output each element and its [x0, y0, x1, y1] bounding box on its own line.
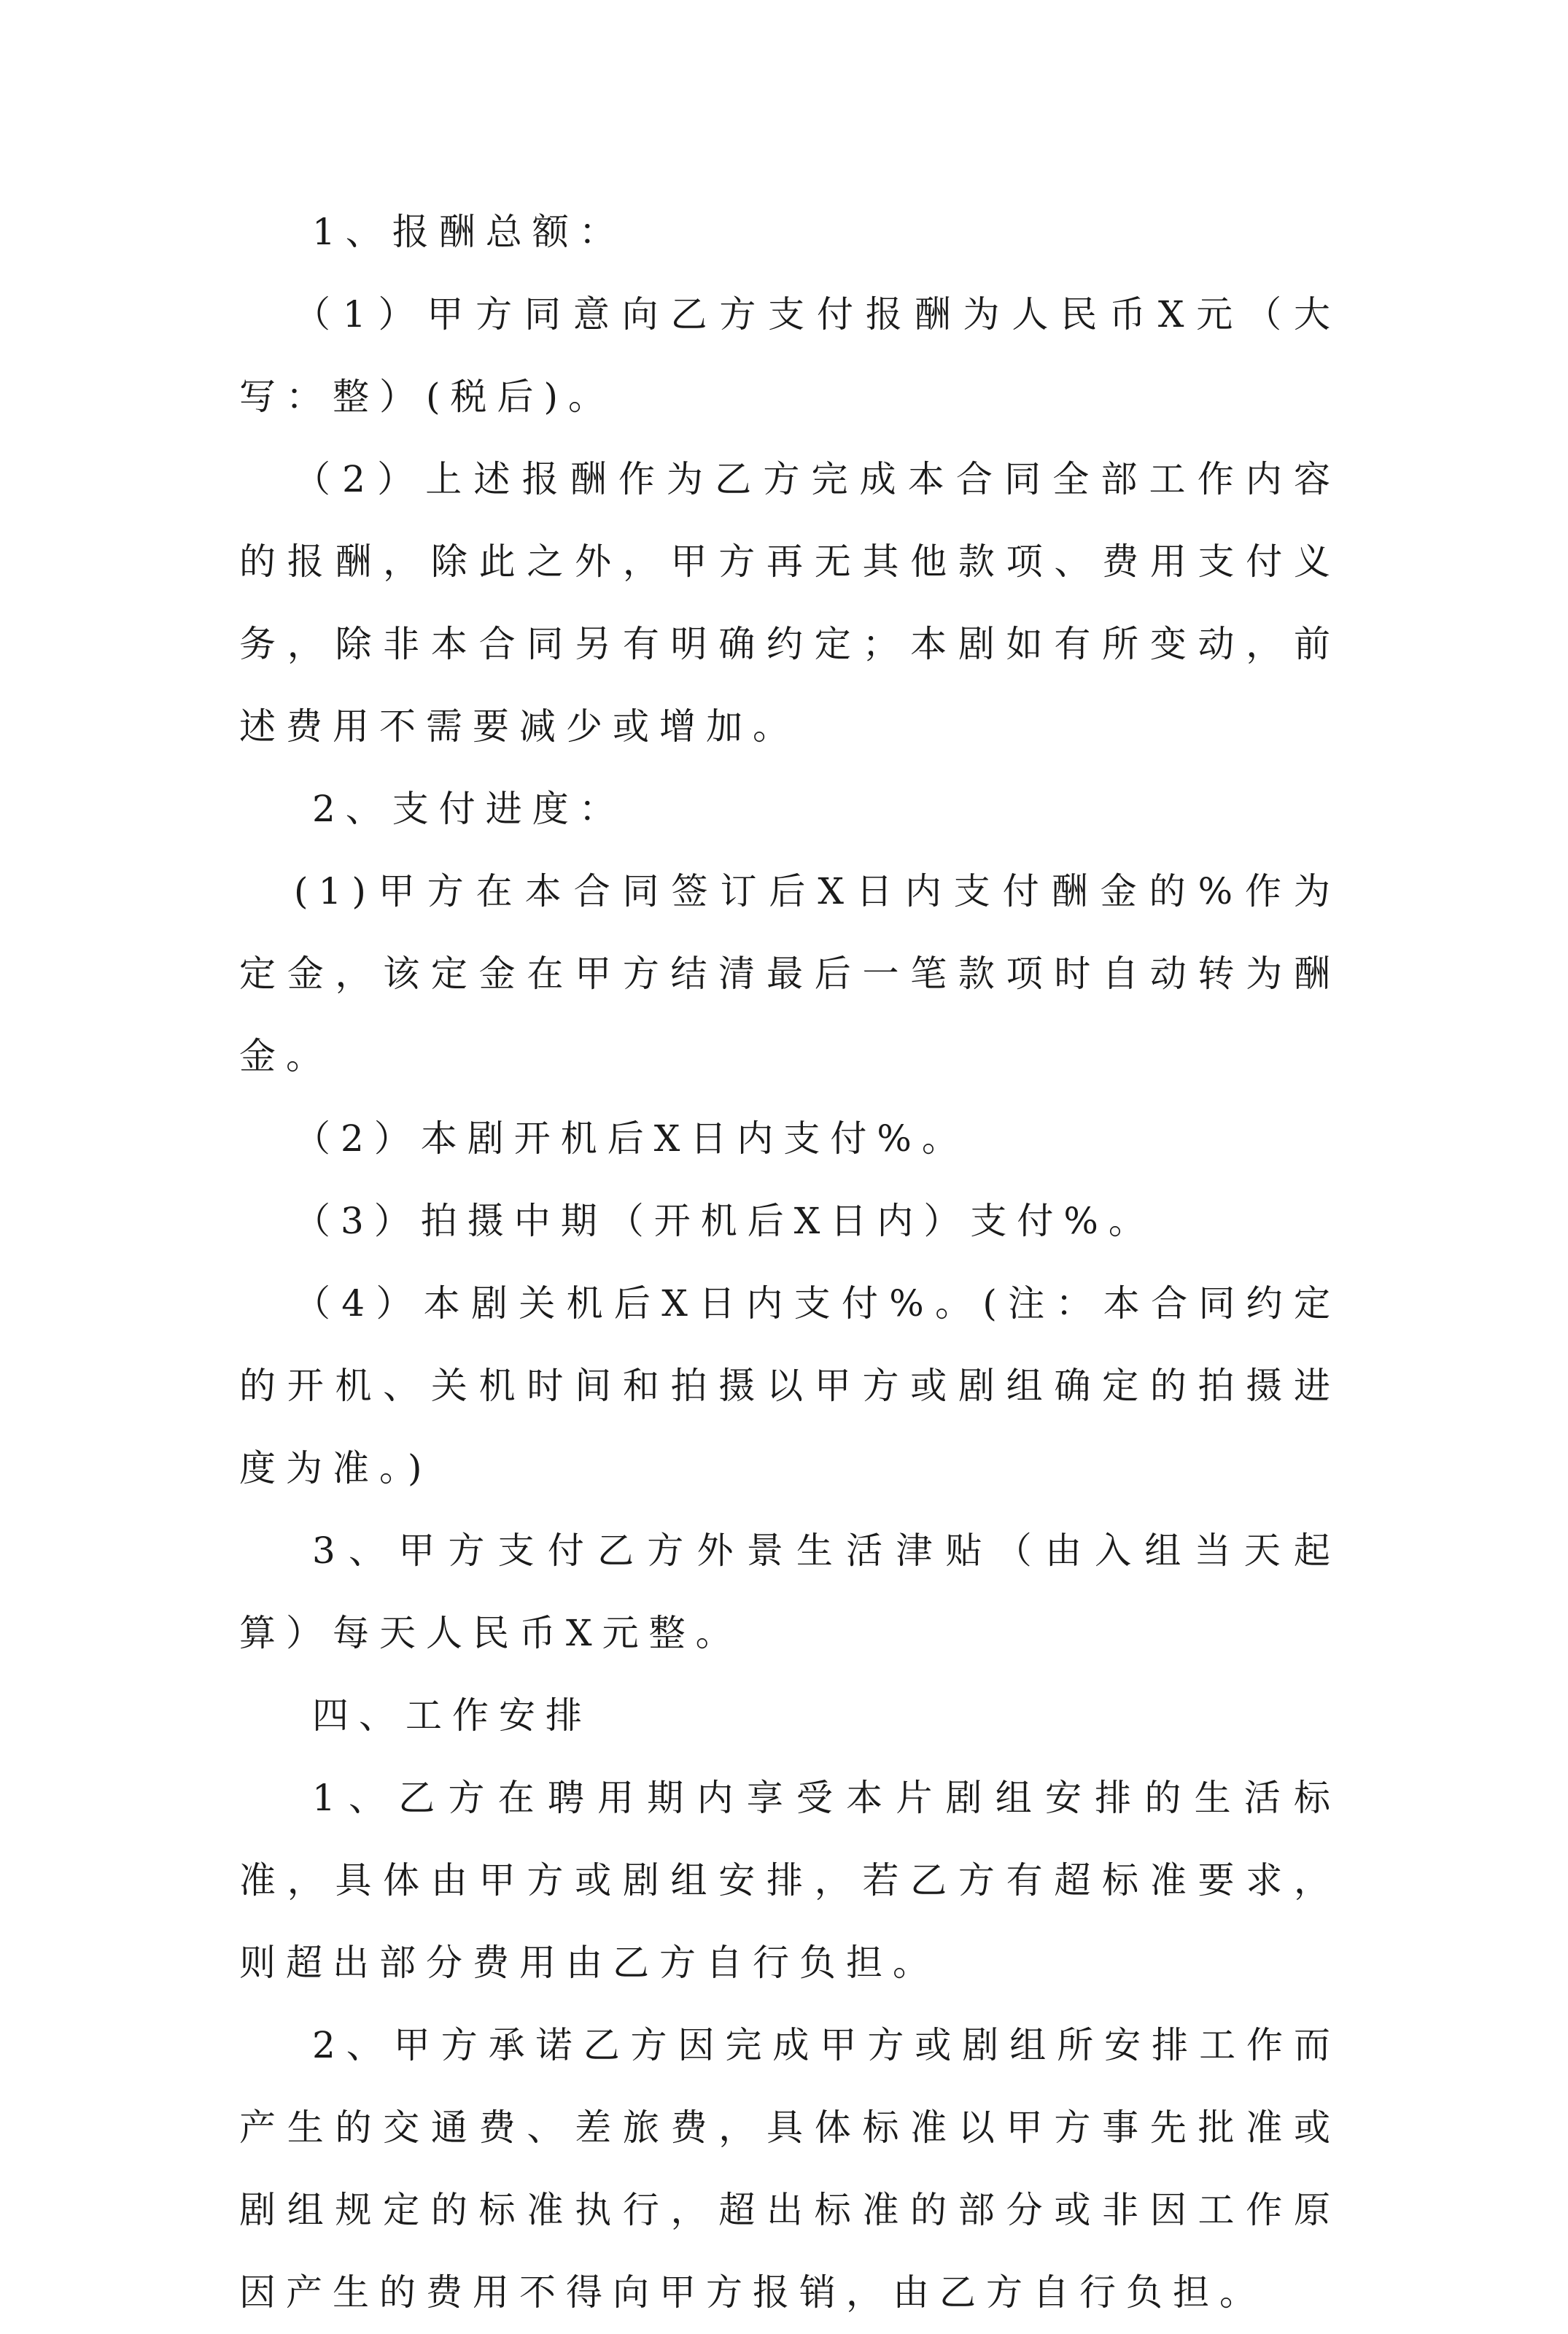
- paragraph-payment-end: （4）本剧关机后X日内支付%。(注：本合同约定的开机、关机时间和拍摄以甲方或剧组确定的拍摄进度为准。): [239, 1282, 1340, 1489]
- paragraph-remuneration-amount: （1）甲方同意向乙方支付报酬为人民币X元（大写：整）(税后)。: [239, 293, 1340, 418]
- paragraph-allowance: 3、甲方支付乙方外景生活津贴（由入组当天起算）每天人民币X元整。: [239, 1529, 1340, 1654]
- paragraph-remuneration-scope: （2）上述报酬作为乙方完成本合同全部工作内容的报酬，除此之外，甲方再无其他款项、费用支付义务，除非本合同另有明确约定；本剧如有所变动，前述费用不需要减少或增加。: [239, 458, 1340, 748]
- paragraph-payment-mid: （3）拍摄中期（开机后X日内）支付%。: [294, 1200, 1155, 1242]
- paragraph-living-standard: 1、乙方在聘用期内享受本片剧组安排的生活标准，具体由甲方或剧组安排，若乙方有超标准要求，则超出部分费用由乙方自行负担。: [239, 1777, 1340, 1984]
- document-body: [239, 191, 1340, 2334]
- paragraph-payment-start: （2）本剧开机后X日内支付%。: [294, 1117, 969, 1160]
- section-heading-work-arrangement: 四、工作安排: [312, 1694, 592, 1737]
- paragraph-travel-expenses: 2、甲方承诺乙方因完成甲方或剧组所安排工作而产生的交通费、差旅费，具体标准以甲方事先批准或剧组规定的标准执行，超出标准的部分或非因工作原因产生的费用不得向甲方报销，由乙方自行负担。: [239, 2024, 1340, 2314]
- paragraph-payment-schedule: 2、支付进度：: [312, 788, 626, 830]
- paragraph-remuneration-total: 1、报酬总额：: [312, 211, 626, 253]
- paragraph-payment-deposit: (1)甲方在本合同签订后X日内支付酬金的%作为定金，该定金在甲方结清最后一笔款项时自动转为酬金。: [239, 870, 1340, 1077]
